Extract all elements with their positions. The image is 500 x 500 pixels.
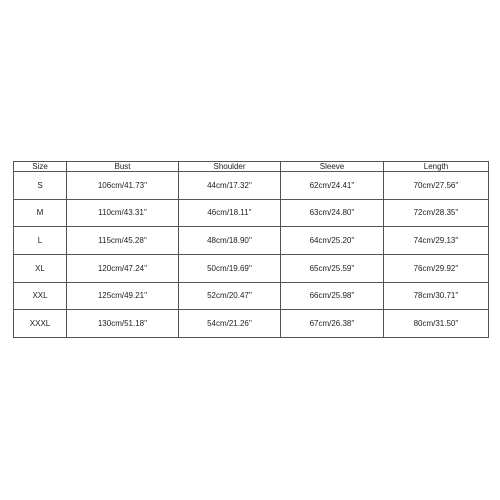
table-row: [14, 254, 489, 282]
cell-sleeve: 67cm/26.38'': [281, 310, 384, 338]
header-bust: Bust: [67, 162, 179, 172]
cell-size: M: [14, 199, 67, 227]
cell-shoulder: 52cm/20.47'': [179, 282, 281, 310]
cell-size: XXXL: [14, 310, 67, 338]
cell-shoulder: 48cm/18.90'': [179, 227, 281, 255]
cell-shoulder: 54cm/21.26'': [179, 310, 281, 338]
cell-shoulder: 46cm/18.11'': [179, 199, 281, 227]
size-chart-table: [13, 161, 489, 338]
cell-sleeve: 63cm/24.80'': [281, 199, 384, 227]
cell-sleeve: 66cm/25.98'': [281, 282, 384, 310]
cell-shoulder: 44cm/17.32'': [179, 172, 281, 200]
cell-bust: 106cm/41.73'': [67, 172, 179, 200]
cell-length: 78cm/30.71'': [384, 282, 489, 310]
cell-size: S: [14, 172, 67, 200]
cell-length: 70cm/27.56'': [384, 172, 489, 200]
cell-sleeve: 62cm/24.41'': [281, 172, 384, 200]
cell-bust: 125cm/49.21'': [67, 282, 179, 310]
cell-bust: 110cm/43.31'': [67, 199, 179, 227]
cell-bust: 115cm/45.28'': [67, 227, 179, 255]
table-row: [14, 282, 489, 310]
table-header-row: [14, 162, 489, 172]
cell-length: 80cm/31.50'': [384, 310, 489, 338]
cell-bust: 130cm/51.18'': [67, 310, 179, 338]
cell-length: 76cm/29.92'': [384, 254, 489, 282]
table-row: [14, 310, 489, 338]
header-shoulder: Shoulder: [179, 162, 281, 172]
cell-length: 74cm/29.13'': [384, 227, 489, 255]
header-length: Length: [384, 162, 489, 172]
cell-size: XXL: [14, 282, 67, 310]
table-row: [14, 199, 489, 227]
cell-sleeve: 65cm/25.59'': [281, 254, 384, 282]
cell-size: L: [14, 227, 67, 255]
cell-bust: 120cm/47.24'': [67, 254, 179, 282]
cell-length: 72cm/28.35'': [384, 199, 489, 227]
cell-sleeve: 64cm/25.20'': [281, 227, 384, 255]
table-row: [14, 172, 489, 200]
header-size: Size: [14, 162, 67, 172]
table-row: [14, 227, 489, 255]
cell-size: XL: [14, 254, 67, 282]
header-sleeve: Sleeve: [281, 162, 384, 172]
cell-shoulder: 50cm/19.69'': [179, 254, 281, 282]
